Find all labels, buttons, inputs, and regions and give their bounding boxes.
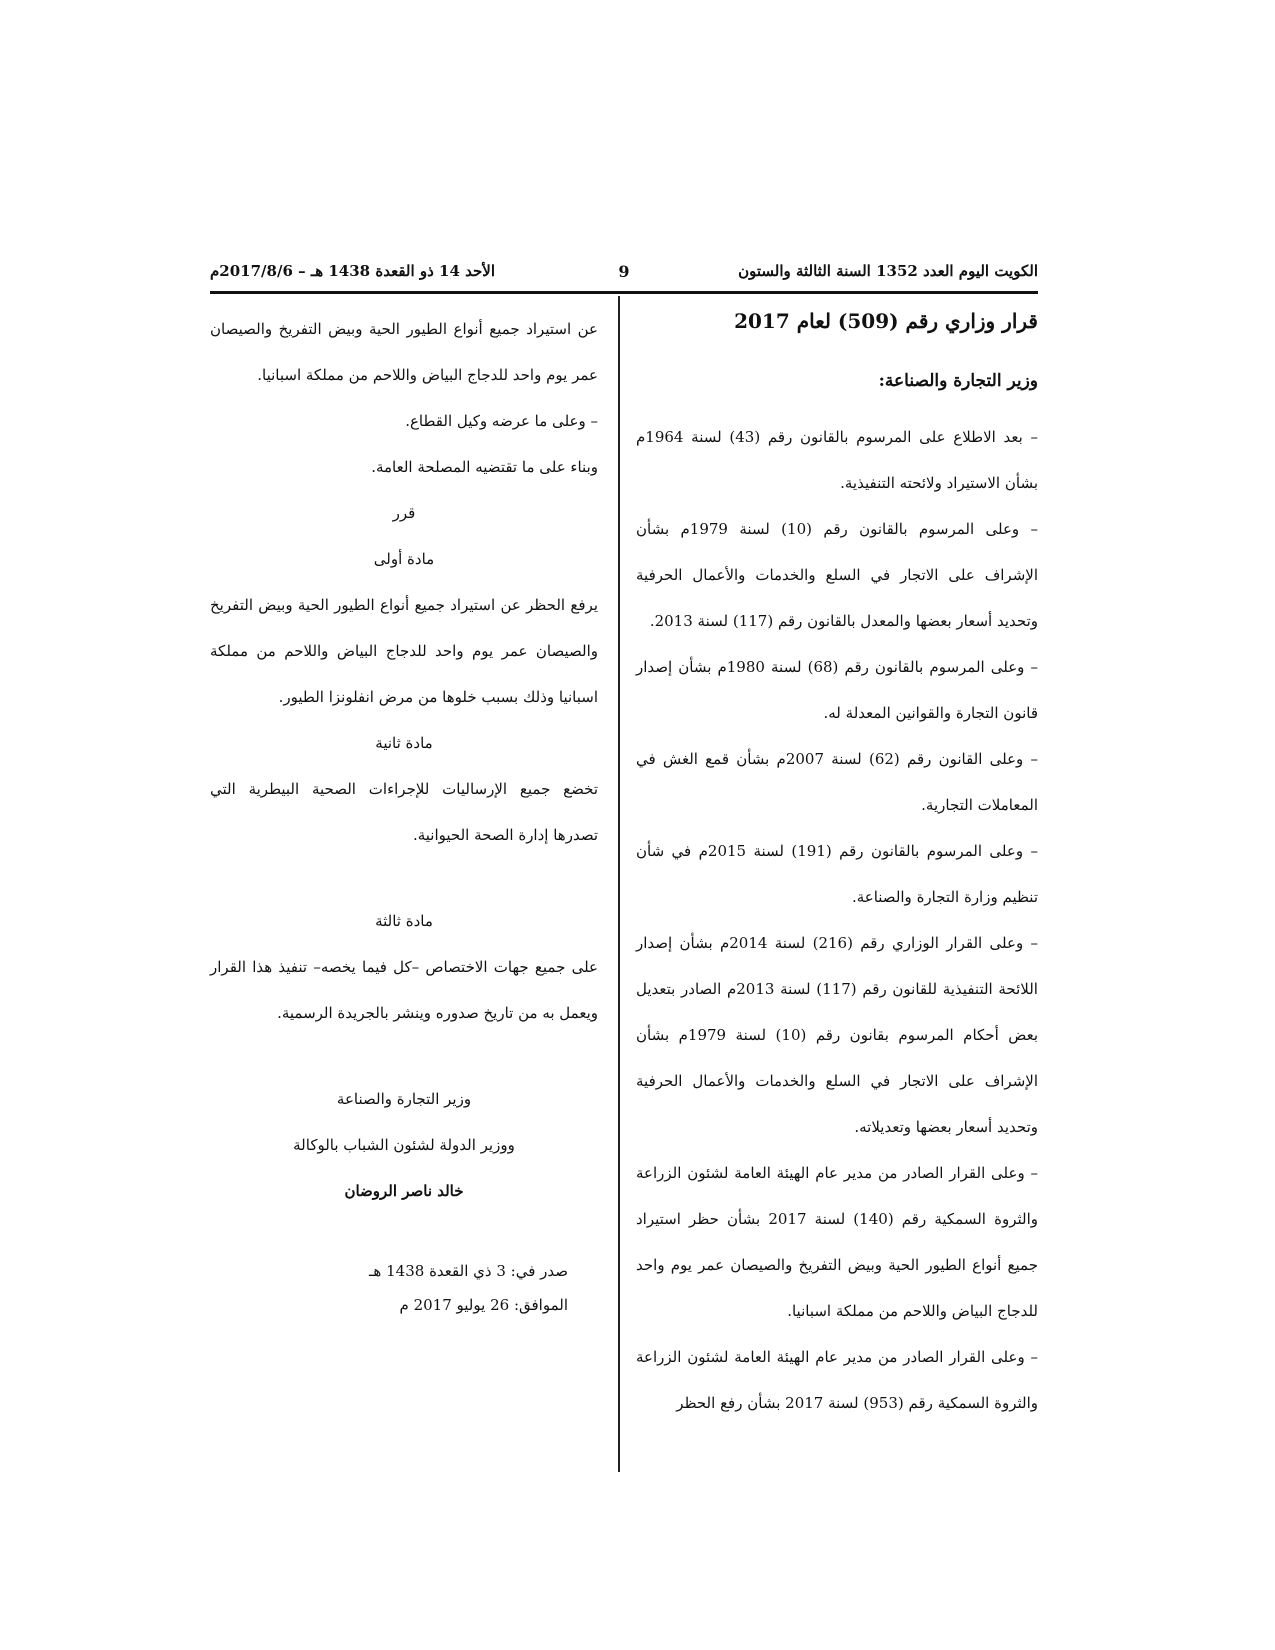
- preamble-clause: – وعلى القانون رقم (62) لسنة 2007م بشأن قمع الغش في المعاملات التجارية.: [636, 750, 1038, 814]
- article-3-heading: مادة ثالثة: [375, 912, 433, 930]
- header-rule: [210, 291, 1038, 294]
- gazette-issue-info: الكويت اليوم العدد 1352 السنة الثالثة والستون: [738, 262, 1038, 280]
- page-number: 9: [618, 262, 630, 281]
- signatory-name: خالد ناصر الروضان: [344, 1182, 464, 1200]
- article-2-text: تخضع جميع الإرساليات للإجراءات الصحية البيطرية التي تصدرها إدارة الصحة الحيوانية.: [210, 780, 598, 844]
- signatory-title: وزير التجارة والصناعة: [336, 1090, 472, 1108]
- preamble-clause: – وعلى ما عرضه وكيل القطاع.: [405, 412, 598, 430]
- issue-date: الأحد 14 ذو القعدة 1438 هـ – 2017/8/6م: [210, 262, 495, 280]
- preamble-clause: – وعلى المرسوم بالقانون رقم (191) لسنة 2015م في شأن تنظيم وزارة التجارة والصناعة.: [636, 842, 1038, 906]
- preamble-clause: – وعلى المرسوم بالقانون رقم (10) لسنة 1979م بشأن الإشراف على الاتجار في السلع والخدمات والأعمال الحرفية وتحديد أسعار بعضها والمعدل بالقانون رقم (117) لسنة 2013.: [636, 520, 1038, 630]
- issued-date-gregorian: الموافق: 26 يوليو 2017 م: [399, 1296, 568, 1314]
- signatory-acting-title: ووزير الدولة لشئون الشباب بالوكالة: [293, 1136, 515, 1154]
- preamble-continuation: عن استيراد جميع أنواع الطيور الحية وبيض التفريخ والصيصان عمر يوم واحد للدجاج البياض واللاحم من مملكة اسبانيا.: [210, 320, 598, 384]
- article-2-heading: مادة ثانية: [375, 734, 433, 752]
- issued-date-hijri: صدر في: 3 ذي القعدة 1438 هـ: [369, 1262, 568, 1280]
- decided-heading: قرر: [392, 504, 416, 522]
- preamble-clause: – بعد الاطلاع على المرسوم بالقانون رقم (43) لسنة 1964م بشأن الاستيراد ولائحته التنفيذية.: [636, 428, 1038, 492]
- article-3-text: على جميع جهات الاختصاص –كل فيما يخصه– تنفيذ هذا القرار ويعمل به من تاريخ صدوره وينشر بالجريدة الرسمية.: [210, 958, 598, 1022]
- spacer: [210, 1036, 598, 1076]
- right-column: [636, 306, 1038, 1426]
- decree-title: قرار وزاري رقم (509) لعام 2017: [734, 309, 1038, 333]
- preamble-clause: – وعلى القرار الوزاري رقم (216) لسنة 2014م بشأن إصدار اللائحة التنفيذية للقانون رقم (117) لسنة 2013م الصادر بتعديل بعض أحكام المرسوم بقانون رقم (10) لسنة 1979م بشأن الإشراف على الاتجار في السلع والخدمات والأعمال الحرفية وتحديد أسعار بعضها وتعديلاته.: [636, 934, 1038, 1136]
- column-divider: [618, 296, 620, 1472]
- public-interest-clause: وبناء على ما تقتضيه المصلحة العامة.: [371, 458, 598, 476]
- preamble-clause: – وعلى المرسوم بالقانون رقم (68) لسنة 1980م بشأن إصدار قانون التجارة والقوانين المعدلة له.: [636, 658, 1038, 722]
- page-header: [210, 262, 1038, 286]
- article-1-heading: مادة أولى: [373, 550, 435, 568]
- spacer: [210, 1214, 598, 1254]
- article-1-text: يرفع الحظر عن استيراد جميع أنواع الطيور الحية وبيض التفريخ والصيصان عمر يوم واحد للدجاج البياض واللاحم من مملكة اسبانيا وذلك بسبب خلوها من مرض انفلونزا الطيور.: [210, 596, 598, 706]
- left-column: [210, 306, 598, 1322]
- spacer: [210, 858, 598, 898]
- minister-heading: وزير التجارة والصناعة:: [878, 371, 1038, 391]
- preamble-clause: – وعلى القرار الصادر من مدير عام الهيئة العامة لشئون الزراعة والثروة السمكية رقم (140) لسنة 2017 بشأن حظر استيراد جميع أنواع الطيور الحية وبيض التفريخ والصيصان عمر يوم واحد للدجاج البياض واللاحم من مملكة اسبانيا.: [636, 1164, 1038, 1320]
- preamble-clause: – وعلى القرار الصادر من مدير عام الهيئة العامة لشئون الزراعة والثروة السمكية رقم (953) لسنة 2017 بشأن رفع الحظر: [636, 1348, 1038, 1412]
